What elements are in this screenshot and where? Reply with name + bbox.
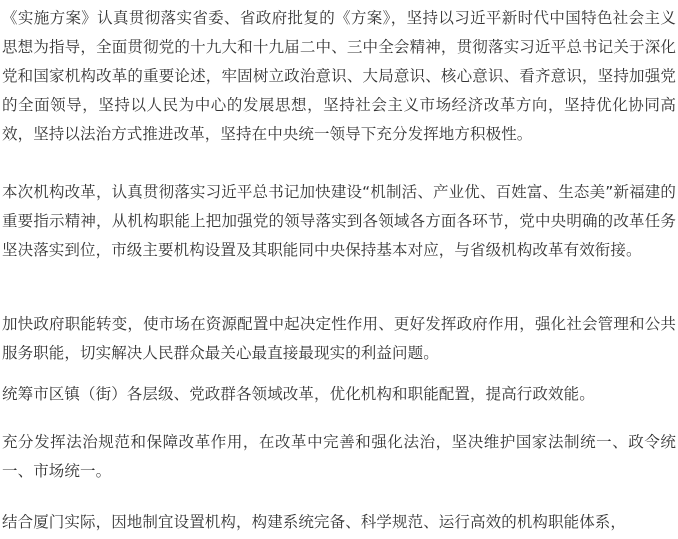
paragraph-xiamen-reality: 结合厦门实际，因地制宜设置机构，构建系统完备、科学规范、运行高效的机构职能体系，	[2, 513, 627, 531]
paragraph-coordinate-levels: 统筹市区镇（街）各层级、党政群各领域改革，优化机构和职能配置，提高行政效能。	[2, 385, 595, 403]
paragraph-rule-of-law: 充分发挥法治规范和保障改革作用，在改革中完善和强化法治，坚决维护国家法制统一、政令统一、市场统一。	[2, 433, 676, 480]
paragraph-reform-spirit: 本次机构改革，认真贯彻落实习近平总书记加快建设“机制活、产业优、百姓富、生态美”新福建的重要指示精神，从机构职能上把加强党的领导落实到各领域各方面各环节，党中央明确的改革任务坚决落实到位，市级主要机构设置及其职能同中央保持基本对应，与省级机构改革有效衔接。	[2, 183, 676, 259]
paragraph-implementation-plan: 《实施方案》认真贯彻落实省委、省政府批复的《方案》，坚持以习近平新时代中国特色社会主义思想为指导，全面贯彻党的十九大和十九届二中、三中全会精神，贯彻落实习近平总书记关于深化党和国家机构改革的重要论述，牢固树立政治意识、大局意识、核心意识、看齐意识，坚持加强党的全面领导，坚持以人民为中心的发展思想，坚持社会主义市场经济改革方向，坚持优化协同高效，坚持以法治方式推进改革，坚持在中央统一领导下充分发挥地方积极性。	[2, 9, 676, 143]
paragraph-government-functions: 加快政府职能转变，使市场在资源配置中起决定性作用、更好发挥政府作用，强化社会管理和公共服务职能，切实解决人民群众最关心最直接最现实的利益问题。	[2, 315, 676, 362]
